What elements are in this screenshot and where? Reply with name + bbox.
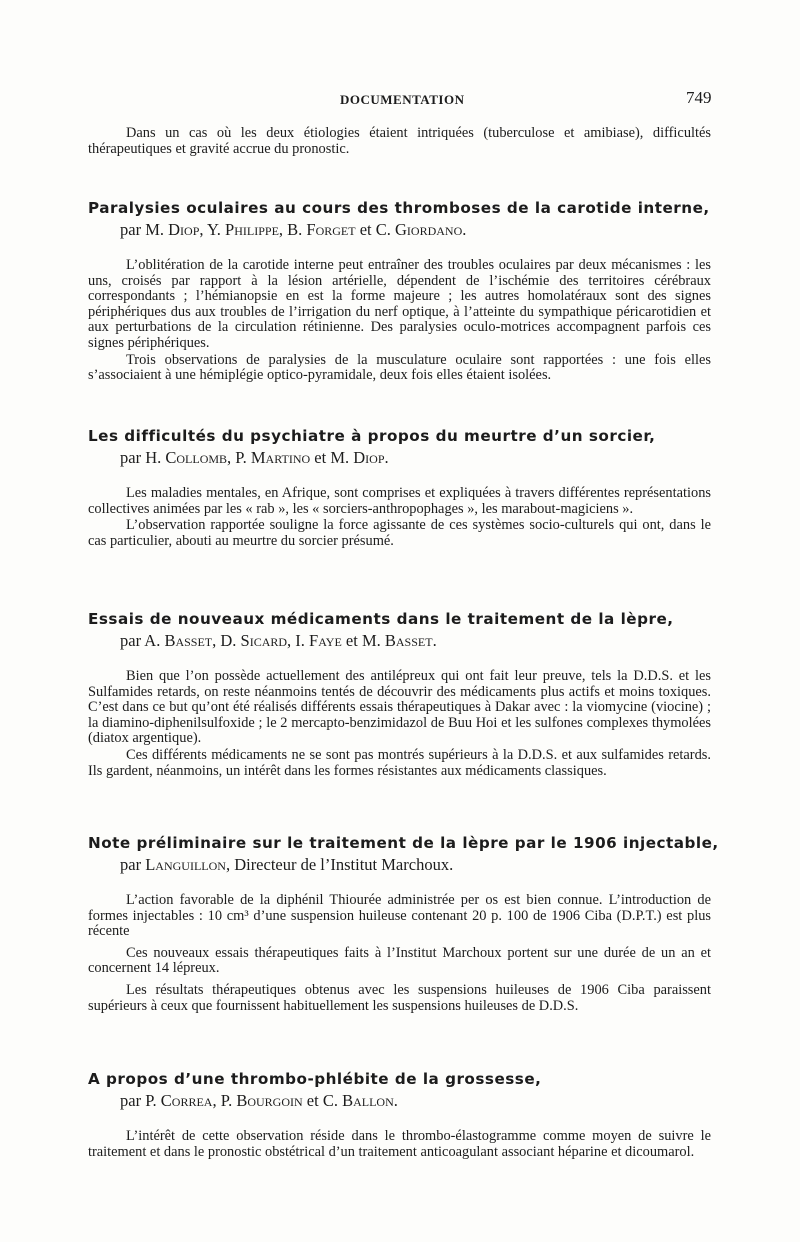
- article-body: [88, 669, 711, 779]
- article-paragraph: Trois observations de paralysies de la musculature oculaire sont rapportées : une fois elles s’associaient à une hémiplégie optico-pyramidale, deux fois elles étaient isolées.: [88, 351, 711, 384]
- article-paragraph: Ces différents médicaments ne se sont pas montrés supérieurs à la D.D.S. et aux sulfamides retards. Ils gardent, néanmoins, un intérêt dans les formes résistantes aux médicaments classiques.: [88, 746, 711, 779]
- running-title: DOCUMENTATION: [340, 92, 465, 107]
- authors-names: Collomb, P. Martino: [165, 448, 311, 467]
- article-authors: [120, 855, 711, 875]
- authors-last: Diop.: [353, 448, 389, 467]
- article-title: Paralysies oculaires au cours des thromboses de la carotide interne,: [88, 199, 710, 217]
- article-title: A propos d’une thrombo-phlébite de la grossesse,: [88, 1070, 542, 1088]
- authors-last: Giordano.: [395, 220, 467, 239]
- authors-prefix: par H.: [120, 448, 166, 467]
- article-title: Essais de nouveaux médicaments dans le traitement de la lèpre,: [88, 610, 674, 628]
- authors-prefix: par M.: [120, 220, 169, 239]
- article-paragraph: Les maladies mentales, en Afrique, sont comprises et expliquées à travers différentes représentations collectives animées par les « rab », les « sorciers-anthropophages », les marabout-magiciens ».: [88, 485, 711, 517]
- article-authors: [120, 631, 711, 651]
- article-paragraph: L’oblitération de la carotide interne peut entraîner des troubles oculaires par deux mécanismes : les uns, croisés par rapport à la lésion artérielle, dépendent de l’ischémie des territoires cérébraux correspondants ; l’hémianopsie en est la forme majeure ; les autres homolatéraux sont des signes périphériques dus aux troubles de l’irrigation du nerf optique, à l’atteinte du sympathique péricarotidien et aux perturbations de la circulation rétinienne. Des paralysies oculo-motrices accompagnent parfois ces signes périphériques.: [88, 257, 711, 351]
- authors-names: Diop, Y. Philippe, B. Forget: [168, 220, 356, 239]
- article-5: [88, 1070, 711, 1160]
- authors-prefix: par P.: [120, 1091, 161, 1110]
- authors-mid: , Directeur de l’Institut Marchoux.: [225, 855, 454, 874]
- authors-mid: et C.: [302, 1091, 343, 1110]
- article-paragraph: Les résultats thérapeutiques obtenus avec les suspensions huileuses de 1906 Ciba paraissent supérieurs à ceux que fournissent habituellement les suspensions huileuses de D.D.S.: [88, 981, 711, 1014]
- authors-mid: et M.: [310, 448, 354, 467]
- article-body: [88, 1129, 711, 1160]
- intro-section: [88, 126, 711, 157]
- authors-prefix: par A.: [120, 631, 165, 650]
- authors-names: Correa, P. Bourgoin: [160, 1091, 303, 1110]
- article-body: [88, 258, 711, 384]
- page-number: 749: [686, 88, 712, 107]
- article-paragraph: L’intérêt de cette observation réside dans le thrombo-élastogramme comme moyen de suivre le traitement et dans le pronostic obstétrical d’un traitement anticoagulant associant héparine et dicoumarol.: [88, 1128, 711, 1160]
- article-authors: [120, 220, 711, 240]
- article-body: [88, 486, 711, 549]
- article-paragraph: L’action favorable de la diphénil Thiourée administrée per os est bien connue. L’introduction de formes injectables : 10 cm³ d’une suspension huileuse contenant 20 p. 100 de 1906 Ciba (D.P.T.) est plus récente: [88, 892, 711, 940]
- article-title: Les difficultés du psychiatre à propos du meurtre d’un sorcier,: [88, 427, 656, 445]
- authors-names: Languillon: [145, 855, 226, 874]
- article-3: [88, 610, 711, 779]
- article-2: [88, 427, 711, 549]
- article-authors: [120, 1091, 711, 1111]
- authors-prefix: par: [120, 855, 146, 874]
- article-authors: [120, 448, 711, 468]
- authors-mid: et M.: [341, 631, 385, 650]
- authors-last: Basset.: [384, 631, 437, 650]
- article-title: Note préliminaire sur le traitement de la lèpre par le 1906 injectable,: [88, 834, 719, 852]
- authors-names: Basset, D. Sicard, I. Faye: [164, 631, 342, 650]
- article-paragraph: Ces nouveaux essais thérapeutiques faits à l’Institut Marchoux portent sur une durée de un an et concernent 14 lépreux.: [88, 944, 711, 977]
- article-paragraph: Bien que l’on possède actuellement des antilépreux qui ont fait leur preuve, tels la D.D.S. et les Sulfamides retards, on reste néanmoins tentés de découvrir des médicaments plus actifs et moins toxiques. C’est dans ce but qu’ont été réalisés différents essais thérapeutiques à Dakar avec : la viomycine (viocine) ; la diamino-diphenilsulfoxide ; le 2 mercapto-benzimidazol de Buu Hoi et les sulfones complexes thymolées (diatox argentique).: [88, 668, 711, 747]
- article-1: [88, 199, 711, 384]
- intro-paragraph: Dans un cas où les deux étiologies étaient intriquées (tuberculose et amibiase), difficultés thérapeutiques et gravité accrue du pronostic.: [88, 125, 711, 157]
- article-4: [88, 834, 719, 1014]
- article-body: [88, 893, 711, 1014]
- article-paragraph: L’observation rapportée souligne la force agissante de ces systèmes socio-culturels qui ont, dans le cas particulier, abouti au meurtre du sorcier présumé.: [88, 517, 711, 549]
- authors-mid: et C.: [355, 220, 395, 239]
- authors-last: Ballon.: [342, 1091, 398, 1110]
